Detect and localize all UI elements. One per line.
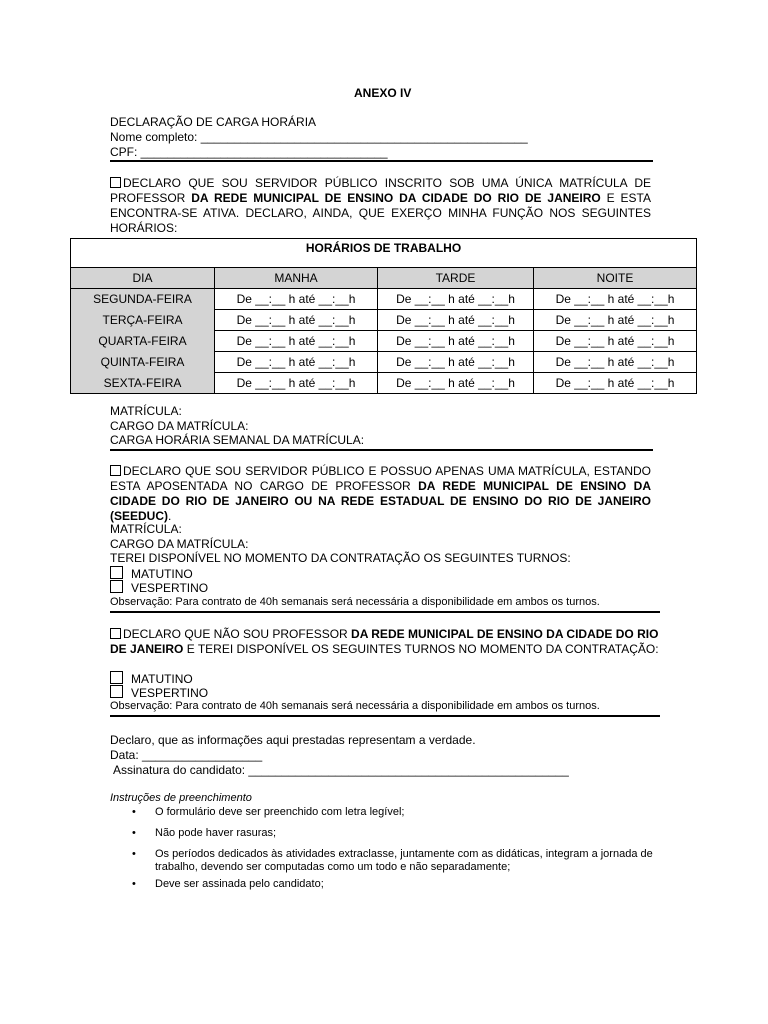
day-cell: SEGUNDA-FEIRA (71, 289, 215, 310)
option-label: VESPERTINO (131, 581, 209, 595)
col-header-dia: DIA (71, 268, 215, 289)
instructions-heading: Instruções de preenchimento (110, 792, 252, 804)
time-cell[interactable]: De __:__ h até __:__h (378, 310, 534, 331)
day-cell: QUINTA-FEIRA (71, 352, 215, 373)
bullet-icon: • (132, 806, 136, 818)
time-cell[interactable]: De __:__ h até __:__h (378, 289, 534, 310)
time-cell[interactable]: De __:__ h até __:__h (534, 331, 697, 352)
section3-text: DECLARO QUE NÃO SOU PROFESSOR (123, 627, 352, 641)
list-item-text: Não pode haver rasuras; (155, 827, 277, 839)
matricula-field[interactable]: MATRÍCULA: (110, 522, 182, 536)
time-cell[interactable]: De __:__ h até __:__h (215, 331, 378, 352)
time-cell[interactable]: De __:__ h até __:__h (534, 373, 697, 394)
schedule-header-row (71, 268, 697, 289)
section1-statement (110, 176, 651, 236)
list-item (110, 827, 670, 840)
time-cell[interactable]: De __:__ h até __:__h (534, 310, 697, 331)
list-item (110, 848, 670, 874)
time-cell[interactable]: De __:__ h até __:__h (378, 373, 534, 394)
time-cell[interactable]: De __:__ h até __:__h (215, 310, 378, 331)
time-cell[interactable]: De __:__ h até __:__h (378, 331, 534, 352)
vespertino-checkbox[interactable] (110, 685, 123, 698)
section2-checkbox[interactable] (110, 465, 121, 476)
section3-bold-text: DA REDE MUNICIPAL DE ENSINO DA CIDADE DO RIO DE JANEIRO (110, 627, 659, 656)
schedule-title-row (71, 239, 697, 268)
matutino-checkbox[interactable] (110, 671, 123, 684)
cargo-field[interactable]: CARGO DA MATRÍCULA: (110, 537, 249, 551)
section3-text-end: E TEREI DISPONÍVEL OS SEGUINTES TURNOS NO MOMENTO DA CONTRATAÇÃO: (183, 642, 659, 656)
time-cell[interactable]: De __:__ h até __:__h (215, 373, 378, 394)
table-row (71, 331, 697, 352)
divider (110, 611, 660, 613)
time-cell[interactable]: De __:__ h até __:__h (534, 352, 697, 373)
form-heading: DECLARAÇÃO DE CARGA HORÁRIA (110, 115, 317, 129)
page-title: ANEXO IV (354, 86, 412, 100)
section1-bold-text: DA REDE MUNICIPAL DE ENSINO DA CIDADE DO RIO DE JANEIRO (191, 191, 601, 205)
instructions-list (110, 806, 670, 899)
time-cell[interactable]: De __:__ h até __:__h (378, 352, 534, 373)
divider (110, 160, 653, 162)
name-field[interactable]: Nome completo: _________________________________________________ (110, 130, 528, 144)
section3-statement (110, 627, 660, 657)
table-row (71, 310, 697, 331)
divider (110, 715, 660, 717)
matutino-checkbox[interactable] (110, 566, 123, 579)
bullet-icon: • (132, 827, 136, 839)
section1-text: DECLARO QUE SOU SERVIDOR PÚBLICO INSCRITO SOB UMA ÚNICA MATRÍCULA DE PROFESSOR (110, 176, 651, 205)
col-header-tarde: TARDE (378, 268, 534, 289)
observation-note: Observação: Para contrato de 40h semanais será necessária a disponibilidade em ambos os turnos. (110, 700, 600, 712)
vespertino-checkbox[interactable] (110, 580, 123, 593)
time-cell[interactable]: De __:__ h até __:__h (215, 289, 378, 310)
section1-text-end: E ESTA ENCONTRA-SE ATIVA. DECLARO, AINDA, QUE EXERÇO MINHA FUNÇÃO NOS SEGUINTES HORÁRIOS: (110, 191, 651, 235)
list-item (110, 878, 670, 891)
bullet-icon: • (132, 848, 136, 860)
schedule-title: HORÁRIOS DE TRABALHO (71, 239, 697, 268)
signature-field[interactable]: Assinatura do candidato: ________________________________________________ (113, 763, 569, 777)
section2-bold-text: DA REDE MUNICIPAL DE ENSINO DA CIDADE DO RIO DE JANEIRO OU NA REDE ESTADUAL DE ENSINO DO RIO DE JANEIRO (SEEDUC) (110, 479, 651, 523)
time-cell[interactable]: De __:__ h até __:__h (534, 289, 697, 310)
day-cell: SEXTA-FEIRA (71, 373, 215, 394)
observation-note: Observação: Para contrato de 40h semanais será necessária a disponibilidade em ambos os turnos. (110, 596, 600, 608)
option-label: MATUTINO (131, 672, 193, 686)
option-vespertino[interactable] (110, 685, 208, 701)
section3-checkbox[interactable] (110, 628, 121, 639)
matricula-field[interactable]: MATRÍCULA: (110, 404, 182, 418)
option-label: VESPERTINO (131, 686, 209, 700)
option-vespertino[interactable] (110, 580, 208, 596)
cpf-field[interactable]: CPF: _____________________________________ (110, 145, 388, 159)
section2-text: DECLARO QUE SOU SERVIDOR PÚBLICO E POSSUO APENAS UMA MATRÍCULA, ESTANDO ESTA APOSENTADA NO CARGO DE PROFESSOR (110, 464, 651, 493)
day-cell: TERÇA-FEIRA (71, 310, 215, 331)
declaration-text: Declaro, que as informações aqui prestadas representam a verdade. (110, 733, 476, 747)
section2-text-end: . (168, 509, 172, 523)
turnos-label: TEREI DISPONÍVEL NO MOMENTO DA CONTRATAÇÃO OS SEGUINTES TURNOS: (110, 551, 571, 565)
date-field[interactable]: Data: __________________ (110, 748, 263, 762)
table-row (71, 352, 697, 373)
cargo-field[interactable]: CARGO DA MATRÍCULA: (110, 419, 249, 433)
list-item-text: O formulário deve ser preenchido com letra legível; (155, 806, 405, 818)
col-header-manha: MANHA (215, 268, 378, 289)
list-item-text: Deve ser assinada pelo candidato; (155, 878, 324, 890)
list-item-text: Os períodos dedicados às atividades extraclasse, juntamente com as didáticas, integram a jornada de trabalho, devendo ser computadas como um todo e não separadamente; (155, 848, 653, 873)
bullet-icon: • (132, 878, 136, 890)
table-row (71, 289, 697, 310)
divider (110, 449, 653, 451)
carga-horaria-field[interactable]: CARGA HORÁRIA SEMANAL DA MATRÍCULA: (110, 433, 365, 447)
time-cell[interactable]: De __:__ h até __:__h (215, 352, 378, 373)
day-cell: QUARTA-FEIRA (71, 331, 215, 352)
section2-statement (110, 464, 651, 524)
option-label: MATUTINO (131, 567, 193, 581)
schedule-table (70, 238, 697, 394)
table-row (71, 373, 697, 394)
section1-checkbox[interactable] (110, 177, 121, 188)
col-header-noite: NOITE (534, 268, 697, 289)
list-item (110, 806, 670, 819)
